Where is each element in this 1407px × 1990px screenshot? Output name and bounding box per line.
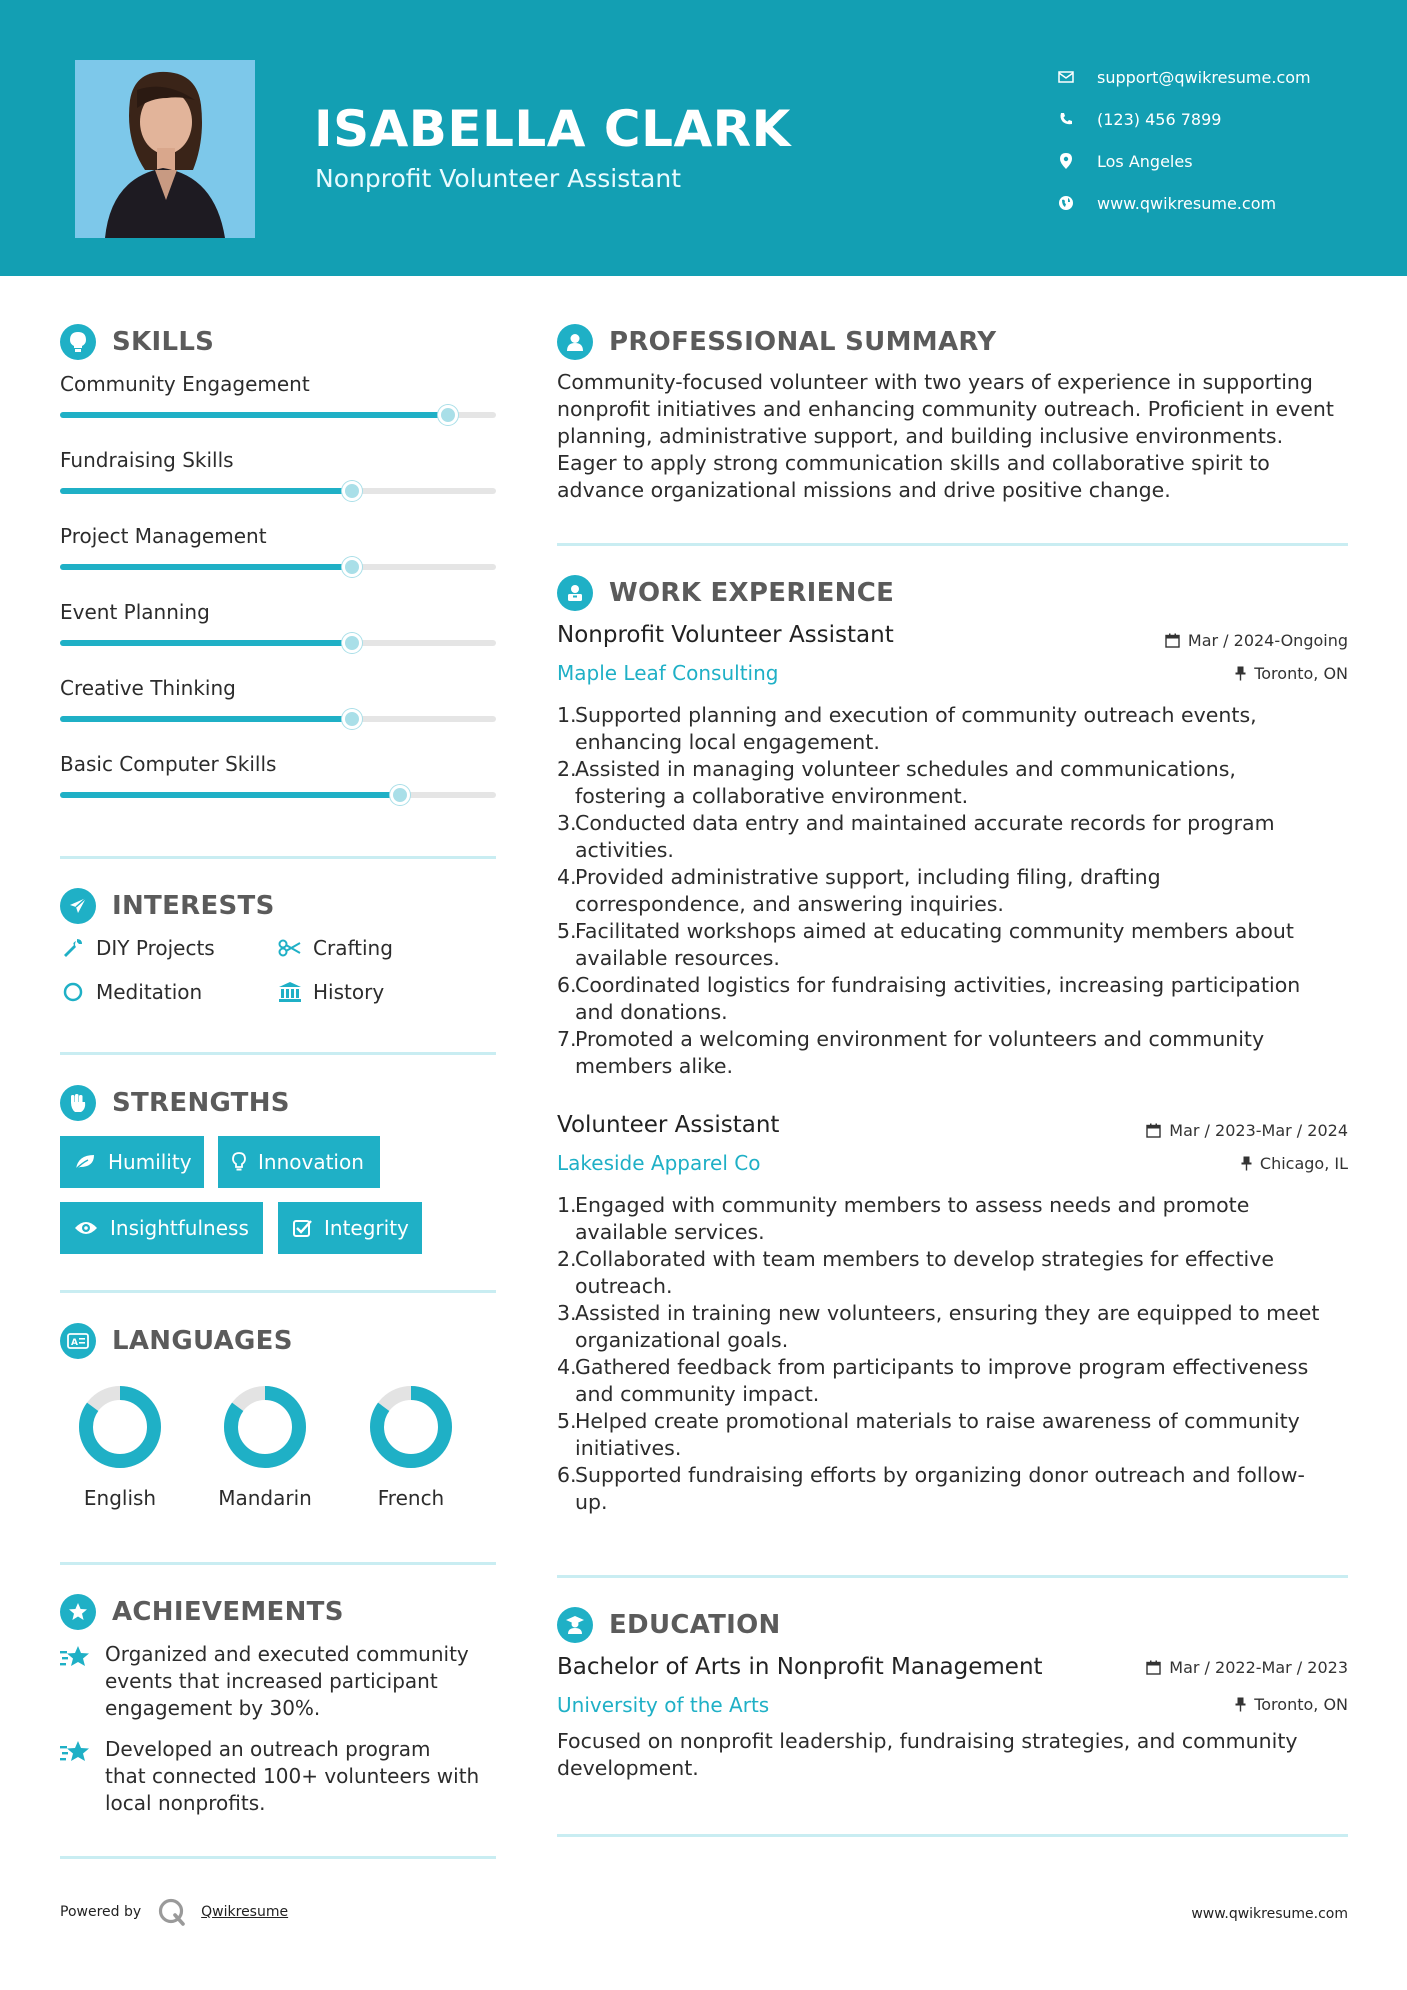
job-dates	[1165, 631, 1348, 650]
language-item	[50, 1382, 190, 1510]
skills-heading	[60, 324, 214, 360]
experience-heading-label: WORK EXPERIENCE	[609, 578, 895, 608]
skill-bar	[60, 488, 496, 494]
skill-bar-knob	[342, 709, 362, 729]
job-location-text: Chicago, IL	[1259, 1154, 1348, 1173]
job-title: Volunteer Assistant	[557, 1112, 780, 1138]
circle-icon	[60, 982, 86, 1002]
company-name: Lakeside Apparel Co	[557, 1151, 761, 1175]
interest-label: Meditation	[96, 980, 203, 1004]
education-description	[557, 1728, 1357, 1782]
bullet-number: 6.	[557, 973, 577, 997]
languages-heading	[60, 1323, 293, 1359]
powered-by-text: Powered by	[60, 1904, 142, 1920]
briefcase-user-icon	[557, 575, 593, 611]
candidate-name: ISABELLA CLARK	[314, 100, 791, 158]
skill-name: Fundraising Skills	[60, 448, 234, 472]
bullet-number: 6.	[557, 1463, 577, 1487]
skills-heading-label: SKILLS	[112, 327, 215, 357]
section-divider	[60, 856, 496, 859]
skill-bar-fill	[60, 716, 352, 722]
education-dates-text: Mar / 2022-Mar / 2023	[1169, 1658, 1348, 1677]
list-item	[557, 702, 1357, 756]
job-bullets	[557, 1192, 1357, 1516]
skill-item	[60, 524, 496, 548]
bullet-line: Helped create promotional materials to raise awareness of community	[575, 1409, 1300, 1433]
bullet-number: 5.	[557, 1409, 577, 1433]
achievement-item	[60, 1641, 500, 1722]
education-dates	[1146, 1658, 1348, 1677]
bullet-line: Collaborated with team members to develop strategies for effective	[575, 1247, 1274, 1271]
achievement-text-line: that connected 100+ volunteers with	[105, 1764, 480, 1788]
achievement-text-line: Organized and executed community	[105, 1642, 469, 1666]
pushpin-icon	[1235, 1697, 1246, 1712]
contact-website-text: www.qwikresume.com	[1097, 193, 1277, 213]
bullet-number: 1.	[557, 1193, 577, 1217]
language-donut	[75, 1382, 165, 1472]
achievements-heading-label: ACHIEVEMENTS	[112, 1597, 344, 1627]
skill-bar-fill	[60, 488, 352, 494]
skill-name: Creative Thinking	[60, 676, 236, 700]
bullet-line: Promoted a welcoming environment for volunteers and community	[575, 1027, 1265, 1051]
achievement-text-line: Developed an outreach program	[105, 1737, 431, 1761]
list-item	[557, 1408, 1357, 1462]
list-item	[557, 972, 1357, 1026]
list-item	[557, 1246, 1357, 1300]
skill-bar	[60, 716, 496, 722]
bullet-line: and donations.	[575, 1000, 728, 1024]
strengths-heading-label: STRENGTHS	[112, 1088, 290, 1118]
list-item	[557, 1192, 1357, 1246]
summary-text	[557, 369, 1357, 504]
star-icon	[60, 1641, 105, 1722]
bullet-line: Gathered feedback from participants to improve program effectiveness	[575, 1355, 1309, 1379]
education-heading-label: EDUCATION	[609, 1610, 781, 1640]
bullet-line: Supported planning and execution of community outreach events,	[575, 703, 1257, 727]
degree-title: Bachelor of Arts in Nonprofit Management	[557, 1654, 1043, 1680]
summary-line: Eager to apply strong communication skills and collaborative spirit to	[557, 451, 1270, 475]
achievements-heading	[60, 1594, 344, 1630]
bullet-line: correspondence, and answering inquiries.	[575, 892, 1004, 916]
museum-icon	[277, 981, 303, 1003]
skill-bar-fill	[60, 792, 400, 798]
section-divider	[557, 543, 1348, 546]
bullet-line: members alike.	[575, 1054, 734, 1078]
interest-label: DIY Projects	[96, 936, 215, 960]
calendar-icon	[1146, 1660, 1161, 1675]
calendar-icon	[1146, 1123, 1161, 1138]
interests-heading-label: INTERESTS	[112, 891, 275, 921]
skill-item	[60, 448, 496, 472]
bullet-line: and community impact.	[575, 1382, 820, 1406]
language-name: French	[377, 1486, 445, 1510]
education-heading	[557, 1607, 781, 1643]
interest-label: Crafting	[313, 936, 393, 960]
education-location	[1235, 1695, 1348, 1714]
bullet-number: 5.	[557, 919, 577, 943]
strength-label: Humility	[108, 1150, 192, 1174]
candidate-title: Nonprofit Volunteer Assistant	[315, 164, 682, 193]
skill-bar-fill	[60, 412, 448, 418]
bullet-line: initiatives.	[575, 1436, 682, 1460]
language-item	[341, 1382, 481, 1510]
language-name: Mandarin	[218, 1486, 312, 1510]
strength-tag	[218, 1136, 380, 1188]
graduate-icon	[557, 1607, 593, 1643]
languages-heading-label: LANGUAGES	[112, 1326, 293, 1356]
resume-header	[0, 0, 1407, 276]
skill-bar-knob	[390, 785, 410, 805]
bullet-line: enhancing local engagement.	[575, 730, 880, 754]
language-icon	[60, 1323, 96, 1359]
section-divider	[60, 1562, 496, 1565]
job-dates-text: Mar / 2024-Ongoing	[1187, 631, 1348, 650]
strength-label: Innovation	[258, 1150, 364, 1174]
bullet-number: 4.	[557, 865, 577, 889]
bullet-line: activities.	[575, 838, 674, 862]
language-donut	[220, 1382, 310, 1472]
interests-heading	[60, 888, 275, 924]
contact-location-text: Los Angeles	[1097, 151, 1193, 171]
skill-bar	[60, 412, 496, 418]
star-icon	[60, 1736, 105, 1817]
fist-icon	[60, 1085, 96, 1121]
wrench-icon	[60, 938, 86, 958]
leaf-icon	[74, 1153, 96, 1171]
bullet-line: Supported fundraising efforts by organizing donor outreach and follow-	[575, 1463, 1305, 1487]
strength-label: Integrity	[324, 1216, 409, 1240]
skill-name: Project Management	[60, 524, 267, 548]
skill-bar	[60, 640, 496, 646]
contact-location	[1055, 140, 1311, 182]
achievement-text-line: events that increased participant	[105, 1669, 438, 1693]
language-donut	[366, 1382, 456, 1472]
section-divider	[557, 1575, 1348, 1578]
phone-icon	[1055, 108, 1077, 130]
contact-email[interactable]	[1055, 56, 1311, 98]
lightbulb-icon	[60, 324, 96, 360]
achievement-text-line: engagement by 30%.	[105, 1696, 321, 1720]
job-dates-text: Mar / 2023-Mar / 2024	[1169, 1121, 1348, 1140]
paper-plane-icon	[60, 888, 96, 924]
list-item	[557, 864, 1357, 918]
job-title: Nonprofit Volunteer Assistant	[557, 622, 894, 648]
summary-line: nonprofit initiatives and enhancing community outreach. Proficient in event	[557, 397, 1334, 421]
job-bullets	[557, 702, 1357, 1080]
job-location-text: Toronto, ON	[1254, 664, 1348, 683]
skill-name: Basic Computer Skills	[60, 752, 277, 776]
contact-website[interactable]	[1055, 182, 1311, 224]
job-location	[1241, 1154, 1348, 1173]
education-desc-line: Focused on nonprofit leadership, fundraising strategies, and community	[557, 1729, 1298, 1753]
skill-bar-knob	[342, 557, 362, 577]
achievement-item	[60, 1736, 500, 1817]
bullet-line: Assisted in managing volunteer schedules and communications,	[575, 757, 1236, 781]
summary-line: Community-focused volunteer with two years of experience in supporting	[557, 370, 1313, 394]
strengths-heading	[60, 1085, 290, 1121]
bullet-line: Facilitated workshops aimed at educating community members about	[575, 919, 1294, 943]
list-item	[557, 1462, 1357, 1516]
strength-tag	[60, 1136, 204, 1188]
school-name: University of the Arts	[557, 1693, 770, 1717]
summary-heading-label: PROFESSIONAL SUMMARY	[609, 327, 997, 357]
eye-icon	[74, 1220, 98, 1236]
bullet-line: available resources.	[575, 946, 780, 970]
footer-website-link[interactable]: www.qwikresume.com	[1191, 1906, 1348, 1922]
language-item	[195, 1382, 335, 1510]
list-item	[557, 1354, 1357, 1408]
job-dates	[1146, 1121, 1348, 1140]
achievement-text-line: local nonprofits.	[105, 1791, 266, 1815]
bullet-line: Engaged with community members to assess needs and promote	[575, 1193, 1250, 1217]
skill-bar-knob	[438, 405, 458, 425]
skill-bar	[60, 792, 496, 798]
skill-bar-fill	[60, 640, 352, 646]
globe-icon	[1055, 192, 1077, 214]
envelope-icon	[1055, 66, 1077, 88]
bullet-line: Provided administrative support, including filing, drafting	[575, 865, 1161, 889]
summary-line: advance organizational missions and drive positive change.	[557, 478, 1171, 502]
bullet-number: 7.	[557, 1027, 577, 1051]
bullet-line: organizational goals.	[575, 1328, 789, 1352]
bullet-number: 4.	[557, 1355, 577, 1379]
education-desc-line: development.	[557, 1756, 699, 1780]
pushpin-icon	[1241, 1156, 1252, 1171]
skill-name: Event Planning	[60, 600, 210, 624]
summary-heading	[557, 324, 996, 360]
contact-phone-text: (123) 456 7899	[1097, 109, 1222, 129]
section-divider	[60, 1290, 496, 1293]
list-item	[557, 810, 1357, 864]
contact-phone[interactable]	[1055, 98, 1311, 140]
bullet-line: Coordinated logistics for fundraising activities, increasing participation	[575, 973, 1301, 997]
skill-bar	[60, 564, 496, 570]
skill-bar-fill	[60, 564, 352, 570]
contact-email-text: support@qwikresume.com	[1097, 67, 1311, 87]
interest-item	[60, 936, 215, 960]
strength-label: Insightfulness	[110, 1216, 249, 1240]
skill-name: Community Engagement	[60, 372, 310, 396]
section-divider	[60, 1052, 496, 1055]
skill-bar-knob	[342, 481, 362, 501]
check-square-icon	[292, 1218, 312, 1238]
svg-text:A: A	[71, 1338, 78, 1348]
summary-line: planning, administrative support, and building inclusive environments.	[557, 424, 1284, 448]
bullet-number: 1.	[557, 703, 577, 727]
interest-label: History	[313, 980, 385, 1004]
footer-powered-by	[60, 1897, 288, 1927]
language-name: English	[83, 1486, 157, 1510]
bullet-line: fostering a collaborative environment.	[575, 784, 969, 808]
bullet-line: outreach.	[575, 1274, 673, 1298]
map-marker-icon	[1055, 150, 1077, 172]
bullet-number: 2.	[557, 1247, 577, 1271]
interest-item	[60, 980, 202, 1004]
user-icon	[557, 324, 593, 360]
list-item	[557, 1300, 1357, 1354]
interest-item	[277, 936, 393, 960]
qwikresume-logo-icon	[157, 1897, 187, 1927]
list-item	[557, 756, 1357, 810]
bullet-line: Assisted in training new volunteers, ensuring they are equipped to meet	[575, 1301, 1320, 1325]
star-badge-icon	[60, 1594, 96, 1630]
education-location-text: Toronto, ON	[1254, 1695, 1348, 1714]
brand-link[interactable]: Qwikresume	[201, 1904, 289, 1920]
skill-item	[60, 600, 496, 624]
section-divider	[557, 1834, 1348, 1837]
contact-list	[1055, 56, 1311, 224]
pushpin-icon	[1235, 666, 1246, 681]
list-item	[557, 1026, 1357, 1080]
experience-heading	[557, 575, 894, 611]
company-name: Maple Leaf Consulting	[557, 661, 779, 685]
job-location	[1235, 664, 1348, 683]
skill-bar-knob	[342, 633, 362, 653]
scissors-icon	[277, 939, 303, 957]
list-item	[557, 918, 1357, 972]
strength-tag	[60, 1202, 263, 1254]
skill-item	[60, 752, 496, 776]
bullet-number: 2.	[557, 757, 577, 781]
bullet-line: up.	[575, 1490, 608, 1514]
bullet-line: Conducted data entry and maintained accurate records for program	[575, 811, 1275, 835]
skill-item	[60, 372, 496, 396]
interest-item	[277, 980, 384, 1004]
bullet-line: available services.	[575, 1220, 765, 1244]
bullet-number: 3.	[557, 1301, 577, 1325]
lightbulb-icon	[232, 1152, 246, 1172]
section-divider	[60, 1856, 496, 1859]
skill-item	[60, 676, 496, 700]
profile-photo	[75, 60, 255, 238]
bullet-number: 3.	[557, 811, 577, 835]
calendar-icon	[1165, 633, 1180, 648]
strength-tag	[278, 1202, 422, 1254]
